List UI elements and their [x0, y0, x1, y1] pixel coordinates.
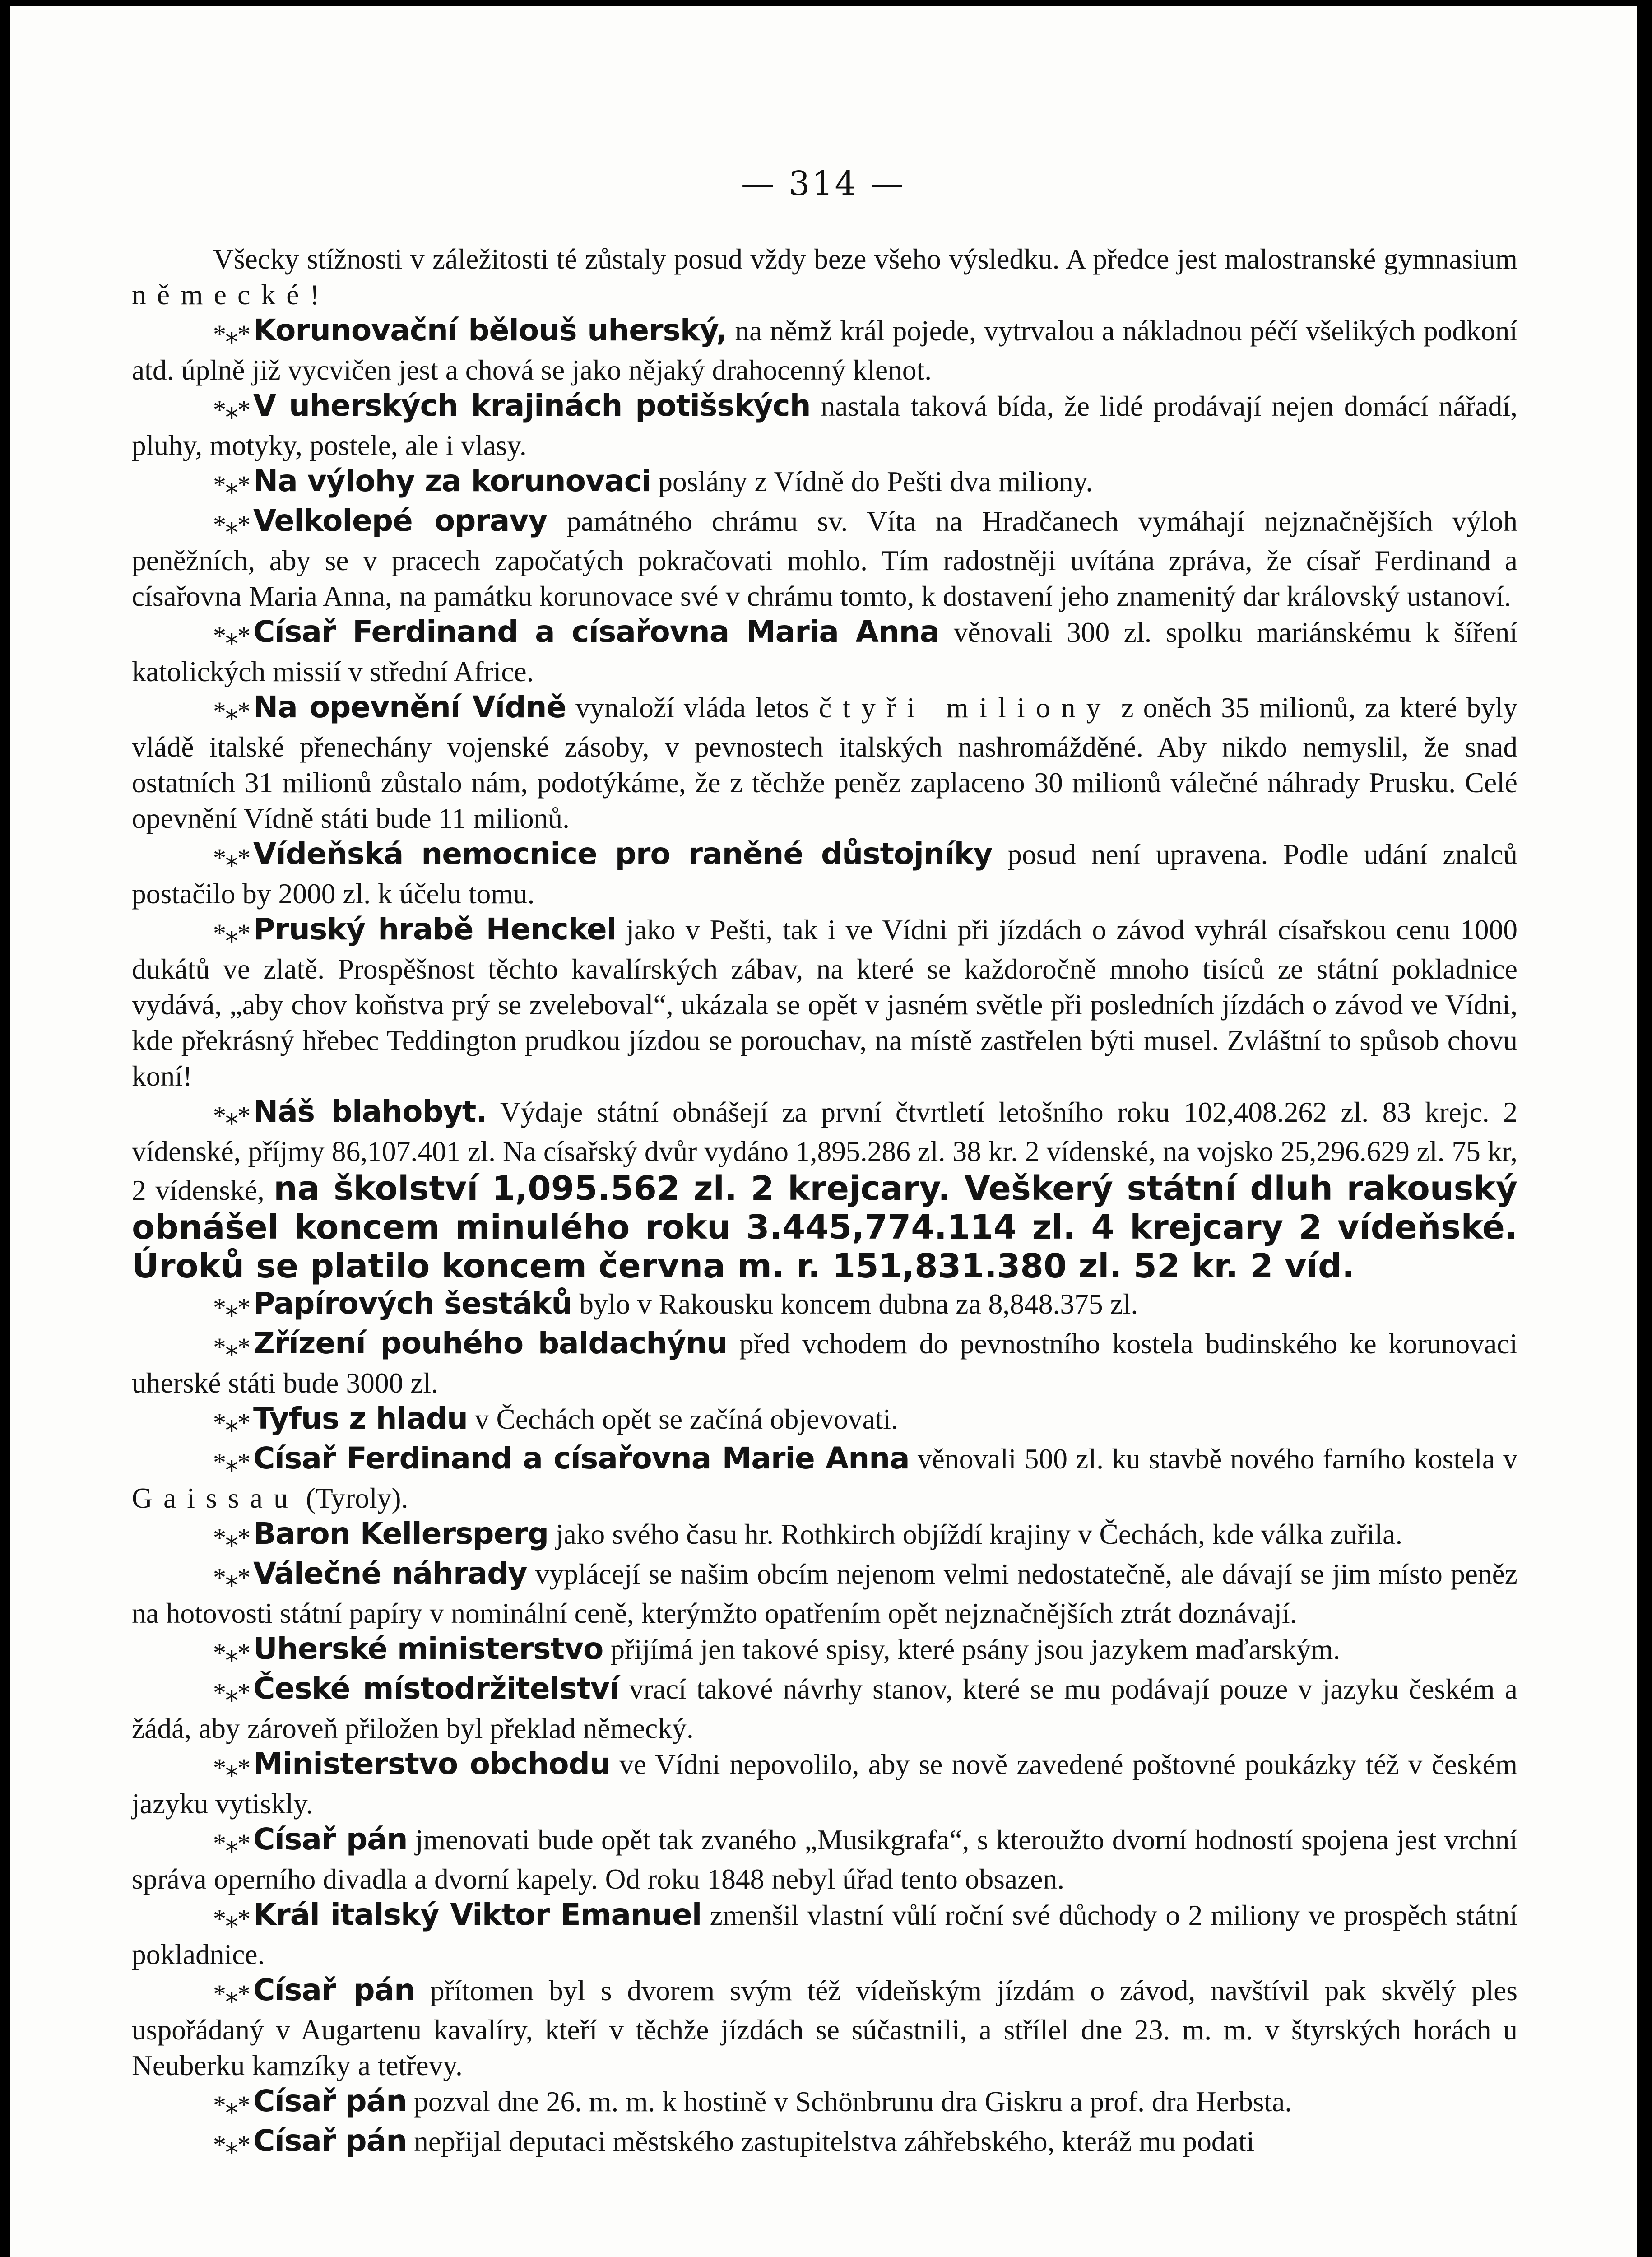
asterism-icon: *⁎*	[213, 1563, 250, 1592]
asterism-icon: *⁎*	[213, 1753, 250, 1783]
item-heading: Velkolepé opravy	[253, 503, 548, 538]
item-heading: Náš blahobyt.	[253, 1094, 487, 1129]
asterism-icon: *⁎*	[213, 1101, 250, 1130]
item-heading: Tyfus z hladu	[253, 1401, 468, 1436]
news-item: *⁎* Pruský hrabě Henckel jako v Pešti, tak i ve Vídni při jízdách o závod vyhrál císařskou cenu 1000 dukátů ve zlatě. Prospěšnost těchto kavalírských zábav, na které se každoročně mnoho tisíců ze státní pokladnice vydává, „aby chov koňstva prý se zveleboval“, ukázala se opět v jasném světle při posledních jízdách o závod ve Vídni, kde překrásný hřebec Teddington prudkou jízdou se porouchav, na místě zastřelen býti musel. Zvláštní to spůsob chovu koní!	[132, 912, 1517, 1092]
item-heading: Císař pán	[253, 1822, 408, 1857]
asterism-icon: *⁎*	[213, 697, 250, 726]
item-heading: Baron Kellersperg	[253, 1516, 549, 1551]
item-heading: Vídeňská nemocnice pro raněné důstojníky	[253, 836, 993, 871]
news-item: *⁎* Císař Ferdinand a císařovna Marie Anna věnovali 500 zl. ku stavbě nového farního kostela v Gaissau (Tyroly).	[132, 1441, 1517, 1514]
item-heading: Král italský Viktor Emanuel	[253, 1897, 702, 1932]
emphasized-figures: na školství 1,095.562 zl. 2 krejcary. Veškerý státní dluh rakouský obnášel koncem minulého roku 3.445,774.114 zl. 4 krejcary 2 vídeňské. Úroků se platilo koncem června m. r. 151,831.380 zl. 52 kr. 2 víd.	[132, 1169, 1517, 1286]
asterism-icon: *⁎*	[213, 1293, 250, 1322]
item-heading: České místodržitelství	[253, 1671, 619, 1706]
asterism-icon: *⁎*	[213, 1523, 250, 1552]
asterism-icon: *⁎*	[213, 320, 250, 349]
asterism-icon: *⁎*	[213, 1333, 250, 1362]
item-heading: Císař pán	[253, 2084, 407, 2118]
news-item: *⁎* Uherské ministerstvo přijímá jen takové spisy, které psány jsou jazykem maďarským.	[213, 1631, 1341, 1667]
news-item: *⁎* České místodržitelství vrací takové návrhy stanov, které se mu podávají pouze v jazyku českém a žádá, aby zároveň přiložen byl překlad německý.	[132, 1671, 1517, 1744]
asterism-icon: *⁎*	[213, 470, 250, 500]
news-item: *⁎* Císař pán pozval dne 26. m. m. k hostině v Schönbrunu dra Giskru a prof. dra Herbsta.	[213, 2084, 1292, 2120]
article-body	[132, 241, 1517, 2163]
asterism-icon: *⁎*	[213, 1638, 250, 1667]
news-item: *⁎* Válečné náhrady vyplácejí se našim obcím nejenom velmi nedostatečně, ale dávají se jim místo peněz na hotovosti státní papíry v nominální ceně, kterýmžto opatřením opět nejznačnějších ztrát doznávají.	[132, 1556, 1517, 1629]
asterism-icon: *⁎*	[213, 1904, 250, 1933]
item-heading: Císař Ferdinand a císařovna Maria Anna	[253, 614, 940, 649]
item-heading: Na opevnění Vídně	[253, 690, 566, 724]
asterism-icon: *⁎*	[213, 1979, 250, 2009]
asterism-icon: *⁎*	[213, 2130, 250, 2159]
asterism-icon: *⁎*	[213, 1448, 250, 1477]
paragraph: Všecky stížnosti v záležitosti té zůstaly posud vždy beze všeho výsledku. A předce jest malostranské gymnasium německé!	[132, 243, 1517, 311]
asterism-icon: *⁎*	[213, 1829, 250, 1858]
news-item: *⁎* Na opevnění Vídně vynaloží vláda letos čtyři miliony z oněch 35 milionů, za které byly vládě italské přenechány vojenské zásoby, v pevnostech italských nashromážděné. Aby nikdo nemyslil, že snad ostatních 31 milionů zůstalo nám, podotýkáme, že z těchže peněz zaplaceno 30 milionů válečné náhrady Prusku. Celé opevnění Vídně státi bude 11 milionů.	[132, 690, 1518, 834]
news-item: *⁎* Císař pán nepřijal deputaci městského zastupitelstva záhřebského, kteráž mu podati	[213, 2123, 1255, 2159]
asterism-icon: *⁎*	[213, 621, 250, 650]
news-item: *⁎* Král italský Viktor Emanuel zmenšil vlastní vůlí roční své důchody o 2 miliony ve prospěch státní pokladnice.	[132, 1897, 1517, 1970]
news-item: *⁎* Zřízení pouhého baldachýnu před vchodem do pevnostního kostela budinského ke korunovaci uherské státi bude 3000 zl.	[132, 1326, 1517, 1399]
asterism-icon: *⁎*	[213, 395, 250, 424]
item-heading: Uherské ministerstvo	[253, 1631, 603, 1666]
news-item: *⁎* Náš blahobyt. Výdaje státní obnášejí za první čtvrtletí letošního roku 102,408.262 zl. 83 krejc. 2 vídenské, příjmy 86,107.401 zl. Na císařský dvůr vydáno 1,895.286 zl. 38 kr. 2 vídenské, na vojsko 25,296.629 zl. 75 kr, 2 vídenské, na školství 1,095.562 zl. 2 krejcary. Veškerý státní dluh rakouský obnášel koncem minulého roku 3.445,774.114 zl. 4 krejcary 2 vídeňské. Úroků se platilo koncem června m. r. 151,831.380 zl. 52 kr. 2 víd.	[132, 1094, 1517, 1286]
news-item: *⁎* Tyfus z hladu v Čechách opět se začíná objevovati.	[213, 1401, 898, 1437]
news-item: *⁎* Císař Ferdinand a císařovna Maria Anna věnovali 300 zl. spolku mariánskému k šíření katolických missií v střední Africe.	[132, 614, 1518, 687]
news-item: *⁎* Císař pán přítomen byl s dvorem svým též vídeňským jízdám o závod, navštívil pak skvělý ples uspořádaný v Augartenu kavalíry, kteří v těchže jízdách se súčastnili, a střílel dne 23. m. m. v štyrských horách u Neuberku kamzíky a tetřevy.	[132, 1973, 1517, 2081]
news-item: *⁎* Na výlohy za korunovaci poslány z Vídně do Pešti dva miliony.	[213, 464, 1093, 500]
news-item: *⁎* Císař pán jmenovati bude opět tak zvaného „Musikgrafa“, s kteroužto dvorní hodností spojena jest vrchní správa operního divadla a dvorní kapely. Od roku 1848 nebyl úřad tento obsazen.	[132, 1822, 1517, 1895]
news-item: *⁎* V uherských krajinách potišských nastala taková bída, že lidé prodávají nejen domácí nářadí, pluhy, motyky, postele, ale i vlasy.	[132, 388, 1517, 461]
asterism-icon: *⁎*	[213, 1678, 250, 1707]
page-number: — 314 —	[741, 164, 906, 203]
item-heading: Císař Ferdinand a císařovna Marie Anna	[253, 1441, 910, 1476]
item-heading: Zřízení pouhého baldachýnu	[253, 1326, 728, 1361]
item-heading: Císař pán	[253, 2123, 407, 2158]
item-heading: Na výlohy za korunovaci	[253, 464, 651, 498]
news-item: *⁎* Baron Kellersperg jako svého času hr. Rothkirch objíždí krajiny v Čechách, kde válka zuřila.	[213, 1516, 1403, 1552]
news-item: *⁎* Velkolepé opravy památného chrámu sv. Víta na Hradčanech vymáhají nejznačnějších výloh peněžních, aby se v pracech započatých pokračovati mohlo. Tím radostněji uvítána zpráva, že císař Ferdinand a císařovna Maria Anna, na památku korunovace své v chrámu tomto, k dostavení jeho znamenitý dar královský ustanoví.	[132, 503, 1518, 612]
asterism-icon: *⁎*	[213, 510, 250, 539]
asterism-icon: *⁎*	[213, 1408, 250, 1437]
item-heading: Papírových šestáků	[253, 1286, 572, 1321]
item-heading: Ministerstvo obchodu	[253, 1746, 610, 1781]
news-item: *⁎* Korunovační bělouš uherský, na němž král pojede, vytrvalou a nákladnou péčí všelikých podkoní atd. úplně již vycvičen jest a chová se jako nějaký drahocenný klenot.	[132, 313, 1517, 386]
news-item: *⁎* Ministerstvo obchodu ve Vídni nepovolilo, aby se nově zavedené poštovné poukázky též v českém jazyku vytiskly.	[132, 1746, 1517, 1820]
item-heading: Pruský hrabě Henckel	[253, 912, 617, 947]
asterism-icon: *⁎*	[213, 919, 250, 948]
news-item: *⁎* Vídeňská nemocnice pro raněné důstojníky posud není upravena. Podle udání znalců postačilo by 2000 zl. k účelu tomu.	[132, 836, 1518, 910]
news-item: *⁎* Papírových šestáků bylo v Rakousku koncem dubna za 8,848.375 zl.	[213, 1286, 1138, 1322]
item-heading: Korunovační bělouš uherský,	[253, 313, 727, 348]
document-page	[10, 6, 1637, 2257]
asterism-icon: *⁎*	[213, 2090, 250, 2120]
item-heading: Válečné náhrady	[253, 1556, 527, 1591]
item-heading: V uherských krajinách potišských	[253, 388, 811, 423]
item-heading: Císař pán	[253, 1973, 415, 2007]
asterism-icon: *⁎*	[213, 843, 250, 873]
